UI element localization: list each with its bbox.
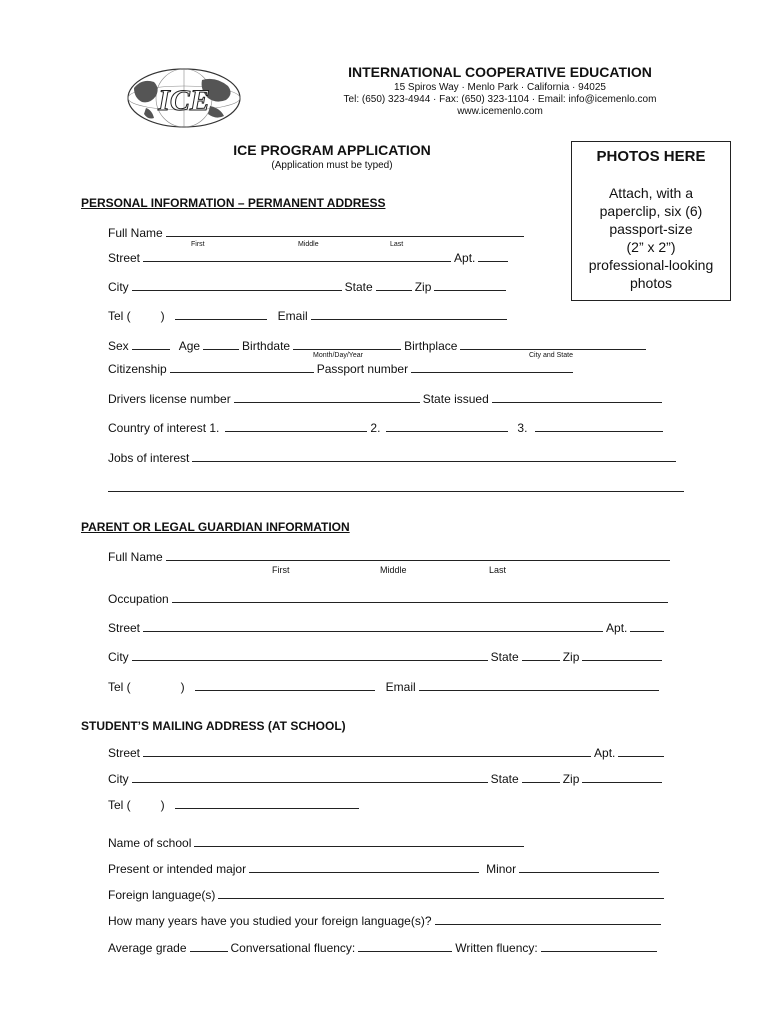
apt-field[interactable] bbox=[478, 251, 508, 262]
school-state-field[interactable] bbox=[522, 772, 560, 783]
photo-box-line: paperclip, six (6) bbox=[599, 203, 703, 219]
country-2-label: 2. bbox=[370, 421, 381, 435]
country-3-label: 3. bbox=[517, 421, 528, 435]
hint-first: First bbox=[191, 241, 205, 248]
photo-box-line: (2” x 2”) bbox=[626, 239, 676, 255]
parent-zip-field[interactable] bbox=[582, 650, 662, 661]
photo-box-line: professional-looking bbox=[588, 257, 714, 273]
jobs-field[interactable] bbox=[192, 451, 676, 462]
conv-fluency-field[interactable] bbox=[358, 941, 452, 952]
parent-tel-close: ) bbox=[180, 680, 185, 694]
school-state-label: State bbox=[490, 772, 519, 786]
parent-street-field[interactable] bbox=[143, 621, 603, 632]
state-issued-label: State issued bbox=[422, 392, 489, 406]
conv-fluency-label: Conversational fluency: bbox=[230, 941, 356, 955]
parent-zip-label: Zip bbox=[562, 650, 580, 664]
parent-tel-field[interactable] bbox=[195, 680, 375, 691]
school-city-label: City bbox=[108, 772, 129, 786]
age-label: Age bbox=[178, 339, 201, 353]
zip-label: Zip bbox=[414, 280, 432, 294]
minor-field[interactable] bbox=[519, 862, 659, 873]
school-zip-field[interactable] bbox=[582, 772, 662, 783]
state-field[interactable] bbox=[376, 280, 412, 291]
written-fluency-label: Written fluency: bbox=[455, 941, 538, 955]
parent-full-name-label: Full Name bbox=[108, 550, 163, 564]
birthplace-field[interactable] bbox=[460, 339, 646, 350]
avg-grade-field[interactable] bbox=[190, 941, 228, 952]
country-2-field[interactable] bbox=[386, 421, 508, 432]
tel-label: Tel ( bbox=[108, 309, 131, 323]
parent-heading: PARENT OR LEGAL GUARDIAN INFORMATION bbox=[81, 520, 350, 534]
school-street-label: Street bbox=[108, 746, 141, 760]
parent-apt-label: Apt. bbox=[606, 621, 628, 635]
school-apt-label: Apt. bbox=[594, 746, 616, 760]
parent-city-field[interactable] bbox=[132, 650, 488, 661]
school-tel-label: Tel ( bbox=[108, 798, 131, 812]
citizenship-field[interactable] bbox=[170, 362, 314, 373]
full-name-field[interactable] bbox=[166, 226, 524, 237]
birthplace-label: Birthplace bbox=[404, 339, 458, 353]
parent-apt-field[interactable] bbox=[630, 621, 664, 632]
school-name-field[interactable] bbox=[194, 836, 524, 847]
citizenship-label: Citizenship bbox=[108, 362, 167, 376]
ice-globe-logo bbox=[124, 66, 244, 130]
org-website[interactable]: www.icemenlo.com bbox=[457, 106, 543, 117]
major-label: Present or intended major bbox=[108, 862, 247, 876]
parent-city-label: City bbox=[108, 650, 129, 664]
sex-field[interactable] bbox=[132, 339, 170, 350]
birthdate-label: Birthdate bbox=[242, 339, 291, 353]
occupation-field[interactable] bbox=[172, 592, 668, 603]
photo-box bbox=[571, 141, 731, 301]
years-studied-label: How many years have you studied your foreign language(s)? bbox=[108, 914, 432, 928]
org-name: INTERNATIONAL COOPERATIVE EDUCATION bbox=[348, 64, 652, 80]
photo-box-line: passport-size bbox=[609, 221, 693, 237]
zip-field[interactable] bbox=[434, 280, 506, 291]
org-address: 15 Spiros Way · Menlo Park · California · 94025 bbox=[394, 82, 606, 93]
parent-hint-middle: Middle bbox=[380, 565, 407, 575]
photo-box-line: photos bbox=[629, 275, 673, 291]
street-label: Street bbox=[108, 251, 141, 265]
school-street-field[interactable] bbox=[143, 746, 591, 757]
years-studied-field[interactable] bbox=[435, 914, 661, 925]
tel-close: ) bbox=[160, 309, 165, 323]
passport-field[interactable] bbox=[411, 362, 573, 373]
city-field[interactable] bbox=[132, 280, 342, 291]
hint-birthdate: Month/Day/Year bbox=[313, 352, 363, 359]
birthdate-field[interactable] bbox=[293, 339, 401, 350]
school-zip-label: Zip bbox=[562, 772, 580, 786]
tel-field[interactable] bbox=[175, 309, 267, 320]
passport-label: Passport number bbox=[316, 362, 409, 376]
state-label: State bbox=[344, 280, 373, 294]
country-interest-label: Country of interest 1. bbox=[108, 421, 220, 435]
parent-full-name-field[interactable] bbox=[166, 550, 670, 561]
street-field[interactable] bbox=[143, 251, 451, 262]
country-3-field[interactable] bbox=[535, 421, 663, 432]
jobs-field-line2[interactable] bbox=[108, 481, 684, 492]
drivers-license-field[interactable] bbox=[234, 392, 420, 403]
personal-heading: PERSONAL INFORMATION – PERMANENT ADDRESS bbox=[81, 196, 386, 210]
form-subtitle: (Application must be typed) bbox=[271, 160, 393, 171]
foreign-language-label: Foreign language(s) bbox=[108, 888, 216, 902]
hint-last: Last bbox=[390, 241, 404, 248]
school-tel-field[interactable] bbox=[175, 798, 359, 809]
full-name-label: Full Name bbox=[108, 226, 163, 240]
hint-birthplace: City and State bbox=[529, 352, 573, 359]
parent-hint-first: First bbox=[272, 565, 290, 575]
org-contact: Tel: (650) 323-4944 · Fax: (650) 323-1104 · Email: info@icemenlo.com bbox=[343, 94, 657, 105]
parent-street-label: Street bbox=[108, 621, 141, 635]
parent-tel-label: Tel ( bbox=[108, 680, 131, 694]
jobs-label: Jobs of interest bbox=[108, 451, 190, 465]
parent-email-label: Email bbox=[385, 680, 416, 694]
apt-label: Apt. bbox=[454, 251, 476, 265]
foreign-language-field[interactable] bbox=[218, 888, 664, 899]
avg-grade-label: Average grade bbox=[108, 941, 187, 955]
occupation-label: Occupation bbox=[108, 592, 169, 606]
major-field[interactable] bbox=[249, 862, 479, 873]
photo-box-title: PHOTOS HERE bbox=[596, 148, 706, 165]
email-label: Email bbox=[277, 309, 308, 323]
school-name-label: Name of school bbox=[108, 836, 192, 850]
sex-label: Sex bbox=[108, 339, 129, 353]
parent-email-field[interactable] bbox=[419, 680, 659, 691]
photo-box-line: Attach, with a bbox=[608, 185, 694, 201]
country-1-field[interactable] bbox=[225, 421, 367, 432]
logo-text: ICE bbox=[158, 84, 210, 117]
state-issued-field[interactable] bbox=[492, 392, 662, 403]
form-title: ICE PROGRAM APPLICATION bbox=[233, 142, 431, 158]
parent-state-label: State bbox=[490, 650, 519, 664]
city-label: City bbox=[108, 280, 129, 294]
parent-state-field[interactable] bbox=[522, 650, 560, 661]
drivers-license-label: Drivers license number bbox=[108, 392, 231, 406]
school-tel-close: ) bbox=[160, 798, 165, 812]
school-city-field[interactable] bbox=[132, 772, 488, 783]
email-field[interactable] bbox=[311, 309, 507, 320]
written-fluency-field[interactable] bbox=[541, 941, 657, 952]
age-field[interactable] bbox=[203, 339, 239, 350]
hint-middle: Middle bbox=[298, 241, 319, 248]
school-heading: STUDENT’S MAILING ADDRESS (AT SCHOOL) bbox=[81, 719, 346, 733]
minor-label: Minor bbox=[486, 862, 517, 876]
school-apt-field[interactable] bbox=[618, 746, 664, 757]
parent-hint-last: Last bbox=[489, 565, 507, 575]
